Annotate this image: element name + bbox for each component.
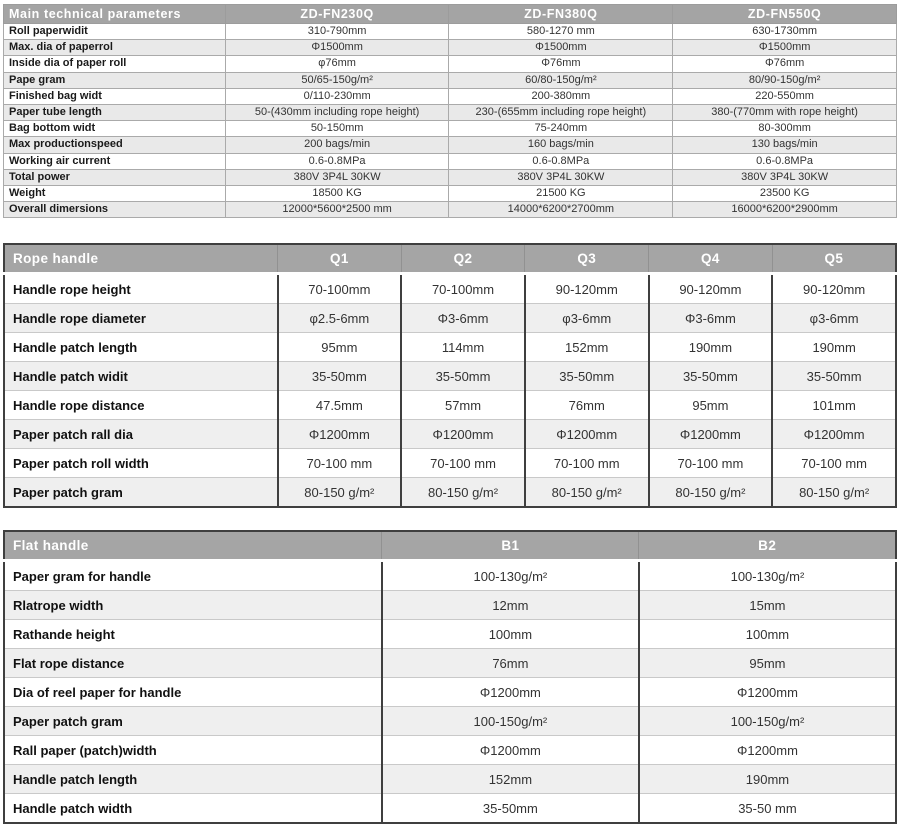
cell-value: Φ1200mm [401,420,525,449]
cell-value: 18500 KG [225,185,449,201]
cell-value: 95mm [278,333,402,362]
row-label: Handle rope distance [4,391,278,420]
row-label: Rall paper (patch)width [4,736,382,765]
cell-value: 90-120mm [772,274,896,304]
cell-value: 95mm [639,649,896,678]
cell-value: 380V 3P4L 30KW [225,169,449,185]
cell-value: 100mm [382,620,639,649]
cell-value: 220-550mm [673,88,897,104]
table-row [4,420,896,449]
table-header-row [4,5,897,24]
flat-handle-table [3,530,897,824]
column-header: Q4 [649,244,773,274]
row-label: Paper patch gram [4,478,278,508]
cell-value: 310-790mm [225,24,449,40]
cell-value: 15mm [639,591,896,620]
cell-value: Φ1200mm [382,736,639,765]
cell-value: 50-(430mm including rope height) [225,104,449,120]
cell-value: 80-300mm [673,121,897,137]
cell-value: 70-100mm [401,274,525,304]
cell-value: 70-100 mm [525,449,649,478]
cell-value: 130 bags/min [673,137,897,153]
row-label: Paper patch rall dia [4,420,278,449]
cell-value: φ3-6mm [525,304,649,333]
cell-value: Φ1500mm [225,40,449,56]
table-row [4,736,896,765]
row-label: Bag bottom widt [4,121,226,137]
table-row [4,561,896,591]
cell-value: 80-150 g/m² [401,478,525,508]
row-label: Roll paperwidit [4,24,226,40]
cell-value: 380V 3P4L 30KW [673,169,897,185]
cell-value: 114mm [401,333,525,362]
cell-value: 50/65-150g/m² [225,72,449,88]
cell-value: 50-150mm [225,121,449,137]
row-label: Dia of reel paper for handle [4,678,382,707]
cell-value: 16000*6200*2900mm [673,202,897,218]
row-label: Rlatrope width [4,591,382,620]
cell-value: 90-120mm [525,274,649,304]
table-header-row [4,244,896,274]
column-header: ZD-FN550Q [673,5,897,24]
table-row [4,391,896,420]
column-header: Q2 [401,244,525,274]
cell-value: 230-(655mm including rope height) [449,104,673,120]
table-row [4,304,896,333]
row-label: Handle patch length [4,765,382,794]
cell-value: Φ3-6mm [649,304,773,333]
cell-value: Φ76mm [449,56,673,72]
cell-value: 100-150g/m² [382,707,639,736]
table-row [4,185,897,201]
cell-value: Φ1200mm [639,736,896,765]
cell-value: 100-150g/m² [639,707,896,736]
cell-value: 60/80-150g/m² [449,72,673,88]
table-row [4,765,896,794]
cell-value: 35-50mm [382,794,639,824]
row-label: Handle patch length [4,333,278,362]
cell-value: 380V 3P4L 30KW [449,169,673,185]
row-label: Paper gram for handle [4,561,382,591]
cell-value: 80-150 g/m² [278,478,402,508]
spec-sheet [3,4,897,824]
table-row [4,478,896,508]
table-row [4,121,897,137]
cell-value: 12mm [382,591,639,620]
column-header: Q1 [278,244,402,274]
row-label: Rathande height [4,620,382,649]
cell-value: Φ3-6mm [401,304,525,333]
row-label: Max. dia of paperrol [4,40,226,56]
cell-value: 200-380mm [449,88,673,104]
row-label: Finished bag widt [4,88,226,104]
table-row [4,169,897,185]
row-label: Overall dimersions [4,202,226,218]
cell-value: 70-100 mm [278,449,402,478]
table-row [4,649,896,678]
cell-value: 160 bags/min [449,137,673,153]
cell-value: 380-(770mm with rope height) [673,104,897,120]
table-row [4,104,897,120]
table-row [4,362,896,391]
table-row [4,137,897,153]
row-label: Total power [4,169,226,185]
rope-handle-table [3,243,897,508]
cell-value: 630-1730mm [673,24,897,40]
table-title: Flat handle [4,531,382,561]
cell-value: 70-100 mm [772,449,896,478]
cell-value: 80-150 g/m² [525,478,649,508]
cell-value: 80-150 g/m² [649,478,773,508]
cell-value: 70-100 mm [649,449,773,478]
row-label: Max productionspeed [4,137,226,153]
cell-value: Φ1200mm [772,420,896,449]
table-title: Rope handle [4,244,278,274]
cell-value: 35-50mm [278,362,402,391]
row-label: Handle rope height [4,274,278,304]
table-row [4,794,896,824]
column-header: Q5 [772,244,896,274]
cell-value: 23500 KG [673,185,897,201]
row-label: Pape gram [4,72,226,88]
cell-value: Φ1200mm [382,678,639,707]
cell-value: 100-130g/m² [382,561,639,591]
cell-value: 200 bags/min [225,137,449,153]
cell-value: 35-50mm [772,362,896,391]
cell-value: 152mm [382,765,639,794]
cell-value: 75-240mm [449,121,673,137]
cell-value: 0/110-230mm [225,88,449,104]
cell-value: φ76mm [225,56,449,72]
cell-value: 95mm [649,391,773,420]
cell-value: 100mm [639,620,896,649]
table-header-row [4,531,896,561]
cell-value: 76mm [382,649,639,678]
row-label: Handle rope diameter [4,304,278,333]
table-row [4,678,896,707]
table-row [4,449,896,478]
row-label: Weight [4,185,226,201]
column-header: ZD-FN230Q [225,5,449,24]
cell-value: 0.6-0.8MPa [449,153,673,169]
table-row [4,40,897,56]
cell-value: 80/90-150g/m² [673,72,897,88]
cell-value: Φ1500mm [449,40,673,56]
cell-value: 70-100mm [278,274,402,304]
table-row [4,202,897,218]
cell-value: 190mm [639,765,896,794]
row-label: Working air current [4,153,226,169]
main-parameters-table [3,4,897,218]
cell-value: 101mm [772,391,896,420]
cell-value: 0.6-0.8MPa [225,153,449,169]
row-label: Paper patch gram [4,707,382,736]
cell-value: 152mm [525,333,649,362]
cell-value: 14000*6200*2700mm [449,202,673,218]
cell-value: φ2.5-6mm [278,304,402,333]
cell-value: Φ1200mm [525,420,649,449]
cell-value: 35-50mm [649,362,773,391]
cell-value: 100-130g/m² [639,561,896,591]
cell-value: 80-150 g/m² [772,478,896,508]
table-row [4,591,896,620]
table-row [4,56,897,72]
row-label: Inside dia of paper roll [4,56,226,72]
table-row [4,274,896,304]
cell-value: 76mm [525,391,649,420]
table-row [4,620,896,649]
cell-value: 47.5mm [278,391,402,420]
row-label: Handle patch width [4,794,382,824]
cell-value: 190mm [649,333,773,362]
column-header: ZD-FN380Q [449,5,673,24]
row-label: Paper patch roll width [4,449,278,478]
cell-value: 90-120mm [649,274,773,304]
row-label: Paper tube length [4,104,226,120]
table-row [4,153,897,169]
cell-value: 57mm [401,391,525,420]
cell-value: φ3-6mm [772,304,896,333]
cell-value: 190mm [772,333,896,362]
column-header: Q3 [525,244,649,274]
cell-value: 35-50 mm [639,794,896,824]
cell-value: 12000*5600*2500 mm [225,202,449,218]
row-label: Flat rope distance [4,649,382,678]
cell-value: Φ1500mm [673,40,897,56]
cell-value: 35-50mm [401,362,525,391]
cell-value: 0.6-0.8MPa [673,153,897,169]
cell-value: 580-1270 mm [449,24,673,40]
table-row [4,72,897,88]
cell-value: Φ1200mm [278,420,402,449]
cell-value: Φ76mm [673,56,897,72]
column-header: B1 [382,531,639,561]
cell-value: 70-100 mm [401,449,525,478]
row-label: Handle patch widit [4,362,278,391]
cell-value: 35-50mm [525,362,649,391]
cell-value: Φ1200mm [639,678,896,707]
table-row [4,707,896,736]
table-row [4,88,897,104]
table-row [4,24,897,40]
column-header: B2 [639,531,896,561]
cell-value: 21500 KG [449,185,673,201]
table-row [4,333,896,362]
table-title: Main technical parameters [4,5,226,24]
cell-value: Φ1200mm [649,420,773,449]
